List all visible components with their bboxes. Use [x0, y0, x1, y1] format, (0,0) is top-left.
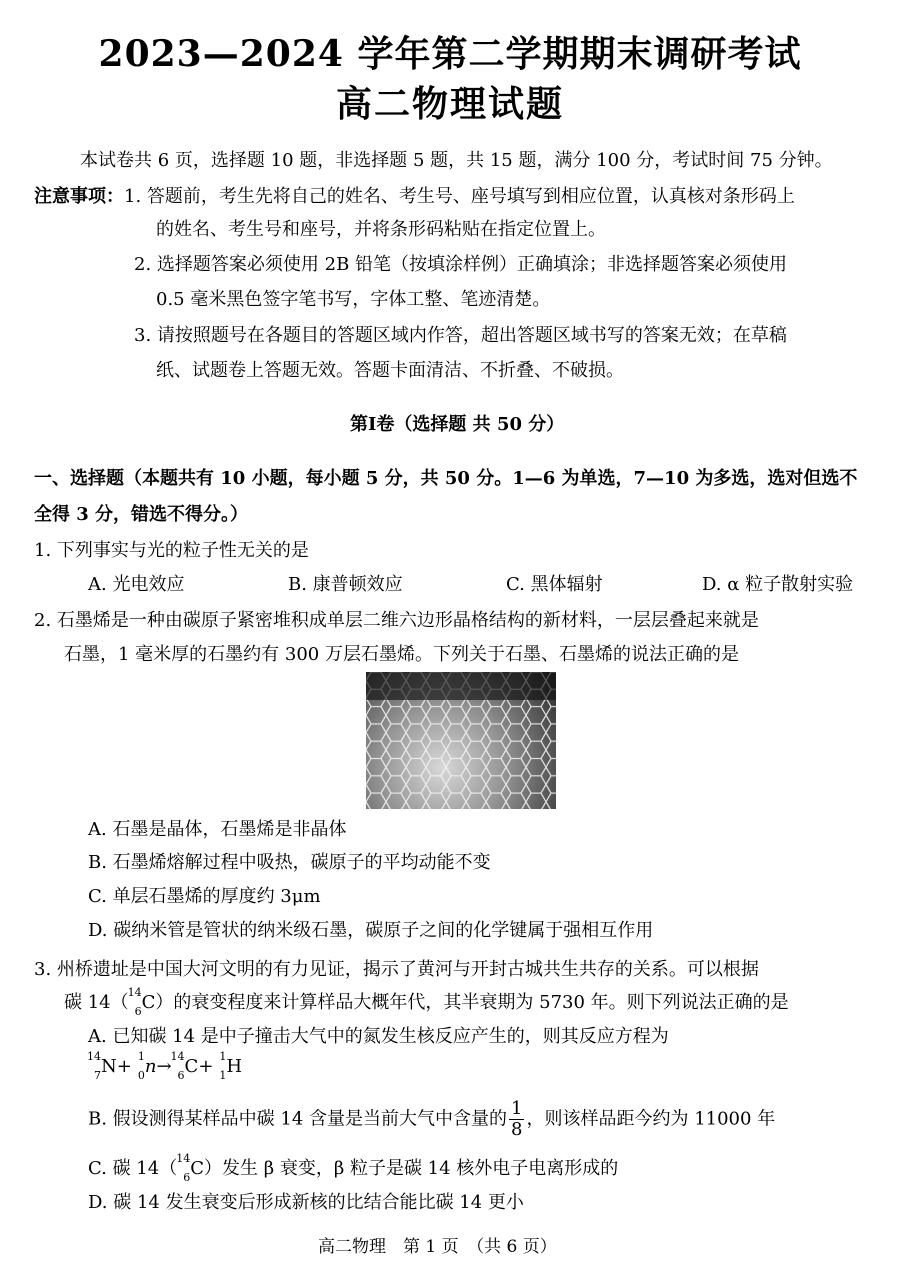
q3-reaction-equation: 14 7 N+ 1 0 n→ 14 6 C+ 1 1 H — [87, 1050, 243, 1082]
q1-option-d: D. α 粒子散射实验 — [702, 574, 854, 595]
graphene-hexagon-lattice — [366, 672, 556, 809]
notice-item-2a: 2. 选择题答案必须使用 2B 铅笔（按填涂样例）正确填涂；非选择题答案必须使用 — [134, 254, 788, 275]
c14-nuclide: 14 6 — [127, 986, 142, 1018]
q1-stem: 1. 下列事实与光的粒子性无关的是 — [34, 540, 309, 561]
q3-stem-b: 碳 14（ 14 6 C）的衰变程度来计算样品大概年代，其半衰期为 5730 年。则下列说法正确的是 — [64, 986, 789, 1018]
page-footer: 高二物理 第 1 页 （共 6 页） — [318, 1237, 557, 1257]
q1-option-a: A. 光电效应 — [88, 574, 185, 595]
exam-title: 2023—2024 学年第二学期期末调研考试 — [98, 33, 802, 75]
notice-item-1b: 的姓名、考生号和座号，并将条形码粘贴在指定位置上。 — [156, 219, 606, 240]
fraction-one-eighth: $\frac{1}{8}$ — [511, 1098, 523, 1140]
notice-item-2b: 0.5 毫米黑色签字笔书写，字体工整、笔迹清楚。 — [156, 289, 551, 310]
q2-stem-a: 2. 石墨烯是一种由碳原子紧密堆积成单层二维六边形晶格结构的新材料，一层层叠起来就是 — [34, 610, 759, 631]
q2-option-c: C. 单层石墨烯的厚度约 3μm — [88, 886, 321, 907]
q3-option-b: B. 假设测得某样品中碳 14 含量是当前大气中含量的 $\frac{1}{8}$ ，则该样品距今约为 11000 年 — [88, 1098, 776, 1140]
exam-intro: 本试卷共 6 页，选择题 10 题，非选择题 5 题，共 15 题，满分 100 分，考试时间 75 分钟。 — [80, 150, 833, 171]
q3-stem-a: 3. 州桥遗址是中国大河文明的有力见证，揭示了黄河与开封古城共生共存的关系。可以根据 — [34, 959, 759, 980]
q2-option-a: A. 石墨是晶体，石墨烯是非晶体 — [88, 819, 347, 840]
notice-item-1a: 1. 答题前，考生先将自己的姓名、考生号、座号填写到相应位置，认真核对条形码上 — [124, 186, 795, 207]
q2-option-d: D. 碳纳米管是管状的纳米级石墨，碳原子之间的化学键属于强相互作用 — [88, 920, 654, 941]
q1-option-b: B. 康普顿效应 — [288, 574, 403, 595]
q2-option-b: B. 石墨烯熔解过程中吸热，碳原子的平均动能不变 — [88, 852, 491, 873]
part1-instructions-a: 一、选择题（本题共有 10 小题，每小题 5 分，共 50 分。1—6 为单选，7—10 为多选，选对但选不 — [34, 468, 858, 489]
exam-subtitle: 高二物理试题 — [335, 83, 564, 125]
q3-option-c: C. 碳 14（ 14 6 C）发生 β 衰变，β 粒子是碳 14 核外电子电离形成的 — [88, 1152, 619, 1184]
notice-item-3b: 纸、试题卷上答题无效。答题卡面清洁、不折叠、不破损。 — [156, 360, 624, 381]
notice-label: 注意事项： — [34, 186, 124, 207]
graphene-image — [366, 672, 556, 809]
q3-option-d: D. 碳 14 发生衰变后形成新核的比结合能比碳 14 更小 — [88, 1192, 524, 1213]
notice-item-3a: 3. 请按照题号在各题目的答题区域内作答，超出答题区域书写的答案无效；在草稿 — [134, 325, 787, 346]
section-title: 第Ⅰ卷（选择题 共 50 分） — [350, 414, 565, 435]
q2-stem-b: 石墨，1 毫米厚的石墨约有 300 万层石墨烯。下列关于石墨、石墨烯的说法正确的是 — [64, 644, 739, 665]
q3-option-a: A. 已知碳 14 是中子撞击大气中的氮发生核反应产生的，则其反应方程为 — [88, 1026, 669, 1047]
part1-instructions-b: 全得 3 分，错选不得分。） — [34, 504, 249, 525]
q1-option-c: C. 黑体辐射 — [506, 574, 603, 595]
